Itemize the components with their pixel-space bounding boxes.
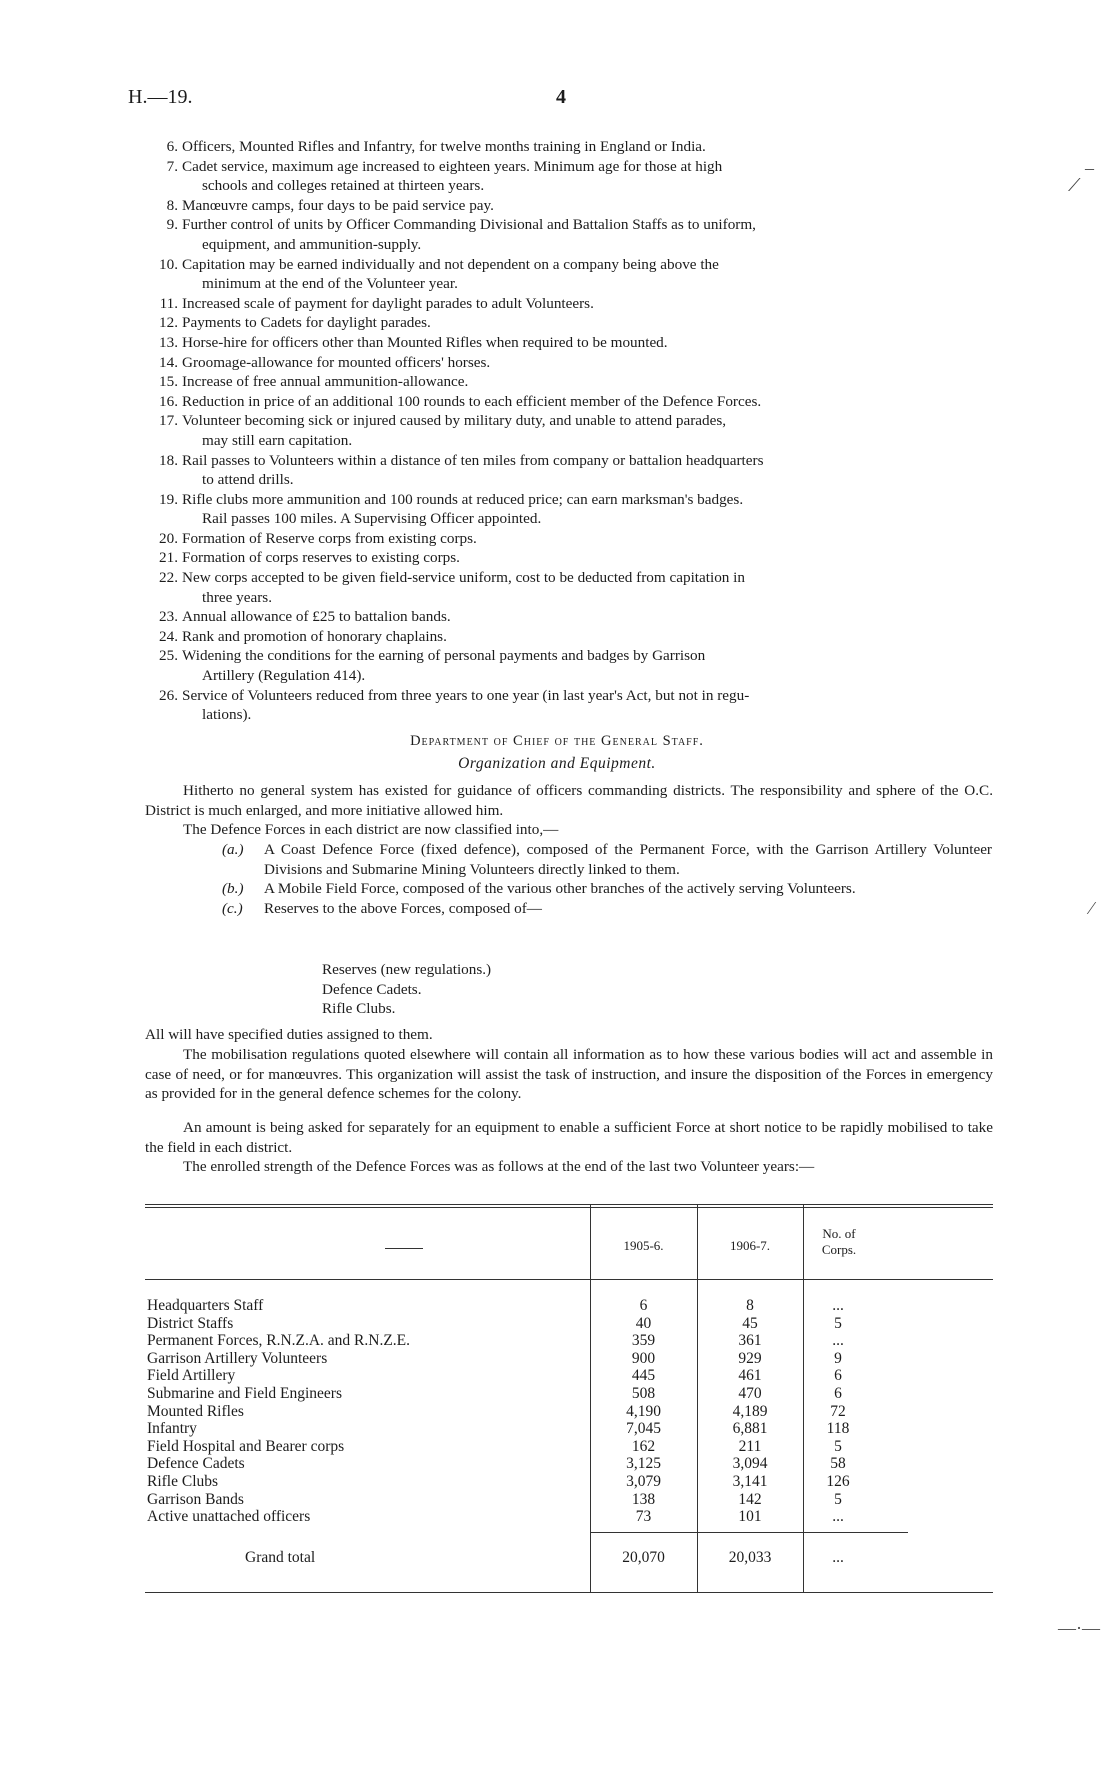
document-reference: H.—19. <box>128 86 193 108</box>
list-item-text: Increase of free annual ammunition-allowance. <box>182 373 469 391</box>
table-row-label: Garrison Artillery Volunteers <box>147 1349 328 1367</box>
table-row-label: Rifle Clubs <box>147 1473 219 1490</box>
table-cell: 900 <box>631 1349 656 1367</box>
list-item-text: may still earn capitation. <box>202 431 353 449</box>
table-cell: 445 <box>631 1367 656 1385</box>
page-number: 4 <box>556 86 566 108</box>
classification-item <box>222 879 992 899</box>
margin-mark: —·— <box>1058 1618 1100 1638</box>
table-cell: 5 <box>834 1314 842 1332</box>
reserve-item: Reserves (new regulations.) <box>322 961 492 978</box>
table-row-label: District Staffs <box>147 1314 234 1332</box>
list-item <box>150 313 990 333</box>
table-row-label: Defence Cadets <box>147 1455 245 1473</box>
table-cell: 6 <box>834 1385 842 1402</box>
section-subtitle: Organization and Equipment. <box>458 755 656 772</box>
list-item <box>150 411 990 450</box>
paragraph-duties: All will have specified duties assigned to them. <box>145 1026 433 1043</box>
classification-label: (b.) <box>222 880 244 898</box>
table-row-label: Permanent Forces, R.N.Z.A. and R.N.Z.E. <box>147 1332 411 1350</box>
list-item <box>150 451 990 490</box>
table-row-label: Active unattached officers <box>147 1508 311 1526</box>
col-header-1906-7: 1906-7. <box>729 1238 771 1253</box>
list-item-number: 19 . <box>144 490 178 510</box>
table-cell: 5 <box>834 1437 842 1455</box>
list-item <box>150 215 990 254</box>
table-cell: 508 <box>631 1385 656 1402</box>
list-item-number: 16 . <box>144 392 178 412</box>
list-item-text: Volunteer becoming sick or injured caused by military duty, and unable to attend parades, <box>182 412 727 430</box>
table-row-label: Field Artillery <box>147 1367 236 1385</box>
list-item <box>150 392 990 412</box>
classification-text: A Mobile Field Force, composed of the various other branches of the actively serving Volunteers. <box>264 880 856 898</box>
list-item-text: lations). <box>202 706 252 724</box>
table-cell: 3,141 <box>732 1473 768 1490</box>
table-cell: 72 <box>830 1402 846 1420</box>
list-item <box>150 568 990 607</box>
table-cell: 3,094 <box>732 1455 768 1473</box>
list-item <box>150 333 990 353</box>
list-item <box>150 137 990 157</box>
table-cell: 126 <box>826 1473 850 1490</box>
classification-label: (a.) <box>222 841 244 858</box>
table-cell: 3,079 <box>626 1473 661 1490</box>
classification-text: Reserves to the above Forces, composed of— <box>264 899 542 917</box>
table-cell: 470 <box>738 1385 762 1402</box>
label-column-dash <box>385 1248 423 1249</box>
list-item-text: Annual allowance of £25 to battalion bands. <box>182 608 451 626</box>
list-item-number: 7 . <box>144 157 178 177</box>
list-item-number: 22 . <box>144 568 178 588</box>
table-cell: ... <box>832 1297 844 1314</box>
table-cell: 3,125 <box>626 1455 661 1473</box>
table-cell: 359 <box>631 1332 656 1350</box>
list-item <box>150 353 990 373</box>
list-item-text: Widening the conditions for the earning of personal payments and badges by Garrison <box>182 647 706 665</box>
table-row-label: Headquarters Staff <box>147 1297 264 1314</box>
table-cell: ... <box>832 1508 844 1526</box>
table-cell: 929 <box>738 1349 762 1367</box>
reserve-item: Rifle Clubs. <box>322 1000 396 1018</box>
list-item-number: 25 . <box>144 646 178 666</box>
section-title: Department of Chief of the General Staff. <box>410 733 704 749</box>
list-item <box>150 686 990 725</box>
list-item-number: 18 . <box>144 451 178 471</box>
list-item <box>150 627 990 647</box>
list-item-number: 21 . <box>144 548 178 568</box>
table-cell: 6,881 <box>732 1420 768 1438</box>
reserves-list <box>322 960 491 1019</box>
table-cell: 45 <box>742 1314 758 1332</box>
list-item-number: 11 . <box>144 294 178 314</box>
list-item <box>150 490 990 529</box>
list-item-number: 12 . <box>144 313 178 333</box>
table-cell: 6 <box>639 1297 648 1314</box>
classification-text: A Coast Defence Force (fixed defence), composed of the Permanent Force, with the Garrison Artillery Volunteer Divisions and Submarine Mining Volunteers directly linked to them. <box>264 841 992 878</box>
reserve-item: Defence Cadets. <box>322 980 422 998</box>
table-cell: 6 <box>834 1367 842 1385</box>
list-item-text: Horse-hire for officers other than Mounted Rifles when required to be mounted. <box>182 333 668 351</box>
list-item-text: New corps accepted to be given field-service uniform, cost to be deducted from capitation in <box>182 569 745 587</box>
table-cell: 118 <box>826 1420 850 1438</box>
list-item-number: 20 . <box>144 529 178 549</box>
table-cell: 58 <box>830 1455 846 1473</box>
table-cell: 8 <box>746 1297 754 1314</box>
list-item-text: Rank and promotion of honorary chaplains. <box>182 627 447 645</box>
table-cell: 4,189 <box>732 1402 768 1420</box>
grand-total-label: Grand total <box>245 1549 316 1566</box>
list-item-text: Further control of units by Officer Commanding Divisional and Battalion Staffs as to uniform, <box>182 216 756 234</box>
list-item-number: 8 . <box>144 196 178 216</box>
table-row-label: Field Hospital and Bearer corps <box>147 1437 345 1455</box>
table-row-label: Garrison Bands <box>147 1490 244 1508</box>
force-classification-list <box>222 840 992 918</box>
classification-label: (c.) <box>222 899 243 917</box>
list-item-text: Cadet service, maximum age increased to eighteen years. Minimum age for those at high <box>182 157 723 175</box>
table-cell: ... <box>832 1332 844 1350</box>
list-item <box>150 255 990 294</box>
list-item-number: 9 . <box>144 215 178 235</box>
list-item-text: Artillery (Regulation 414). <box>202 667 366 685</box>
paragraph-hitherto: Hitherto no general system has existed for guidance of officers commanding districts. The responsibility and sphere of the O.C. District is much enlarged, and more initiative allowed him. <box>145 782 993 819</box>
list-item-text: Formation of corps reserves to existing corps. <box>182 549 460 567</box>
list-item-number: 17 . <box>144 411 178 431</box>
list-item-number: 15 . <box>144 372 178 392</box>
list-item-text: Rail passes 100 miles. A Supervising Officer appointed. <box>202 510 542 528</box>
list-item-number: 26 . <box>144 686 178 706</box>
list-item-number: 24 . <box>144 627 178 647</box>
table-cell: 101 <box>738 1508 762 1526</box>
classification-item <box>222 899 992 919</box>
table-cell: 211 <box>738 1437 762 1455</box>
list-item-text: minimum at the end of the Volunteer year. <box>202 275 458 293</box>
list-item-text: Capitation may be earned individually and not dependent on a company being above the <box>182 255 719 273</box>
list-item-text: Officers, Mounted Rifles and Infantry, for twelve months training in England or India. <box>182 138 706 155</box>
list-item-text: Service of Volunteers reduced from three years to one year (in last year's Act, but not in regu- <box>182 686 750 704</box>
table-cell: 5 <box>834 1490 842 1508</box>
grand-total-cell: ... <box>832 1549 844 1566</box>
paragraph-strength: The enrolled strength of the Defence Forces was as follows at the end of the last two Volunteer years:— <box>183 1158 815 1175</box>
grand-total-cell: 20,070 <box>622 1549 665 1566</box>
table-cell: 7,045 <box>626 1420 661 1438</box>
list-item-number: 23 . <box>144 607 178 627</box>
table-cell: 138 <box>631 1490 656 1508</box>
list-item-text: to attend drills. <box>202 471 294 489</box>
table-cell: 4,190 <box>626 1402 661 1420</box>
list-item-text: equipment, and ammunition-supply. <box>202 235 422 253</box>
table-cell: 73 <box>635 1508 652 1526</box>
col-header-1905-6: 1905-6. <box>623 1238 664 1253</box>
list-item <box>150 529 990 549</box>
list-item <box>150 157 990 196</box>
table-row-label: Infantry <box>147 1420 197 1438</box>
list-item-text: three years. <box>202 588 272 606</box>
list-item-text: Payments to Cadets for daylight parades. <box>182 314 431 332</box>
list-item-text: schools and colleges retained at thirteen years. <box>202 177 485 195</box>
list-item-number: 14 . <box>144 353 178 373</box>
list-item-text: Rifle clubs more ammunition and 100 rounds at reduced price; can earn marksman's badges. <box>182 490 744 508</box>
strength-table <box>145 1204 993 1604</box>
list-item-text: Groomage-allowance for mounted officers' horses. <box>182 353 491 371</box>
list-item <box>150 646 990 685</box>
table-row-label: Mounted Rifles <box>147 1402 244 1420</box>
table-cell: 9 <box>834 1349 842 1367</box>
table-cell: 40 <box>635 1314 652 1332</box>
col-header-no-of-corps: No. of Corps. <box>821 1226 857 1257</box>
paragraph-classified: The Defence Forces in each district are now classified into,— <box>183 821 559 838</box>
list-item <box>150 196 990 216</box>
classification-item <box>222 840 992 879</box>
reform-list <box>150 137 990 725</box>
table-cell: 142 <box>738 1490 762 1508</box>
paragraph-mobilisation: The mobilisation regulations quoted elsewhere will contain all information as to how these various bodies will act and assemble in case of need, or for manœuvres. This organization will assist the task of instruction, and insure the disposition of the Forces in emergency as provided for in the general defence schemes for the colony. <box>145 1046 993 1103</box>
list-item-text: Formation of Reserve corps from existing corps. <box>182 529 477 547</box>
list-item-text: Reduction in price of an additional 100 rounds to each efficient member of the Defence Forces. <box>182 392 762 410</box>
list-item-number: 6 . <box>144 137 178 157</box>
list-item-text: Manœuvre camps, four days to be paid service pay. <box>182 196 494 214</box>
table-cell: 162 <box>631 1437 656 1455</box>
list-item-text: Rail passes to Volunteers within a distance of ten miles from company or battalion headquarters <box>182 451 764 469</box>
list-item <box>150 372 990 392</box>
table-cell: 461 <box>738 1367 762 1385</box>
list-item <box>150 607 990 627</box>
margin-mark: ⁄ <box>1090 898 1094 918</box>
list-item-text: Increased scale of payment for daylight parades to adult Volunteers. <box>182 294 594 312</box>
margin-mark: ⟋ <box>1068 175 1081 195</box>
list-item <box>150 548 990 568</box>
list-item-number: 10 . <box>144 255 178 275</box>
table-row-label: Submarine and Field Engineers <box>147 1385 342 1402</box>
grand-total-cell: 20,033 <box>728 1549 772 1566</box>
list-item-number: 13 . <box>144 333 178 353</box>
margin-mark: – <box>1085 158 1094 178</box>
list-item <box>150 294 990 314</box>
paragraph-equipment: An amount is being asked for separately for an equipment to enable a sufficient Force at short notice to be rapidly mobilised to take the field in each district. <box>145 1119 993 1156</box>
table-cell: 361 <box>738 1332 762 1350</box>
